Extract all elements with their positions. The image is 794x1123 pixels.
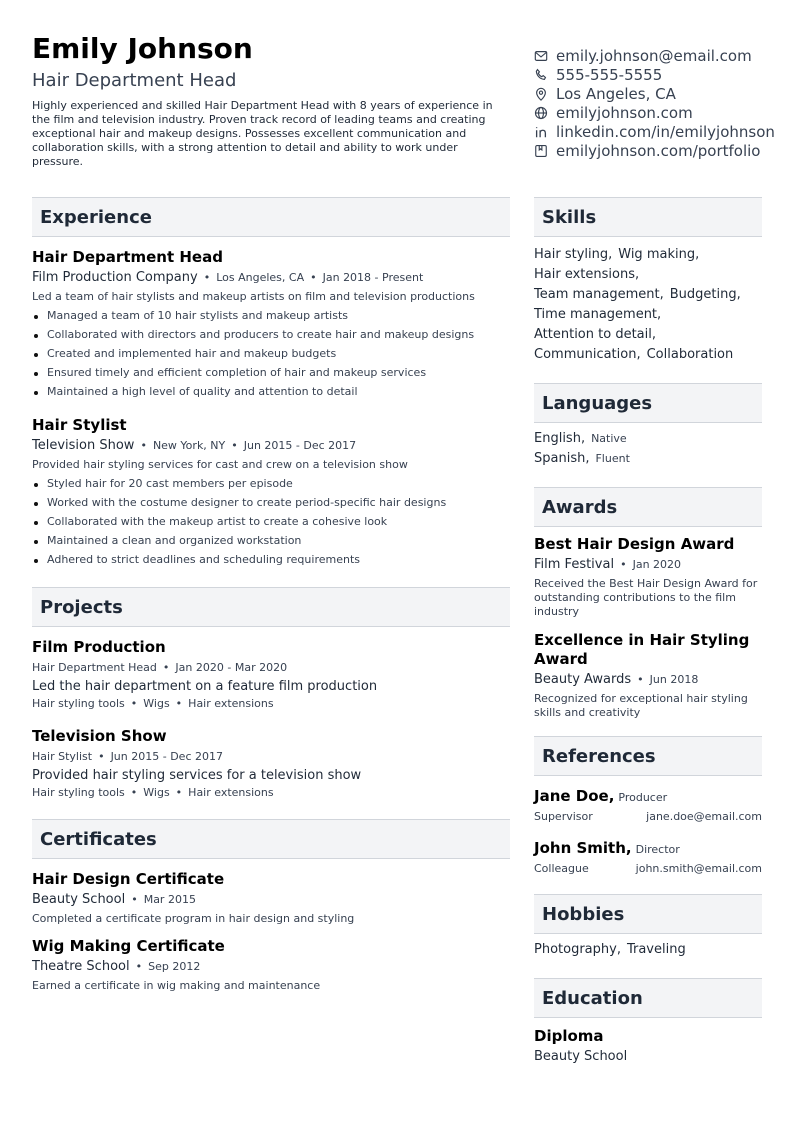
job-entry (32, 415, 510, 569)
reference-details (534, 809, 762, 824)
languages-list (534, 429, 762, 469)
certificate-date: Sep 2012 (148, 960, 201, 973)
left-column (32, 197, 510, 993)
contact-location (534, 84, 792, 103)
project-title: Film Production (32, 638, 166, 656)
project-description: Provided hair styling services for a television show (32, 768, 362, 783)
skill-item: Communication, (534, 347, 641, 362)
awards-heading: Awards (534, 487, 762, 527)
skill-item: Time management, (534, 307, 662, 322)
candidate-name: Emily Johnson (32, 32, 253, 65)
contact-email[interactable] (534, 46, 792, 65)
phone-icon (534, 68, 548, 82)
portfolio-text: emilyjohnson.com/portfolio (556, 141, 761, 160)
languages-heading: Languages (534, 383, 762, 423)
job-bullet: Styled hair for 20 cast members per episode (32, 474, 510, 493)
job-entry (32, 247, 510, 401)
job-location: New York, NY (152, 439, 226, 452)
project-role: Hair Department Head (32, 661, 157, 674)
website-text: emilyjohnson.com (556, 103, 693, 122)
award-entry (534, 535, 762, 619)
award-date: Jan 2020 (632, 558, 682, 571)
project-entry (32, 726, 510, 801)
education-entry (534, 1026, 762, 1066)
job-location: Los Angeles, CA (216, 271, 305, 284)
job-bullet: Created and implemented hair and makeup budgets (32, 344, 510, 363)
job-company: Television Show (32, 438, 135, 453)
reference-position: Director (635, 843, 680, 856)
language-name: Spanish, (534, 451, 590, 466)
skill-item: Hair extensions, (534, 267, 640, 282)
map-pin-icon (534, 87, 548, 101)
skills-line (534, 305, 762, 325)
reference-header (534, 786, 762, 805)
job-title: Hair Stylist (32, 416, 127, 434)
certificate-date: Mar 2015 (143, 893, 196, 906)
project-dates: Jun 2015 - Dec 2017 (110, 750, 223, 763)
job-meta: Film Production Company • Los Angeles, CA • Jan 2018 - Present (32, 270, 424, 285)
award-description: Recognized for exceptional hair styling skills and creativity (534, 692, 748, 719)
skill-item: Attention to detail, (534, 327, 656, 342)
reference-position: Producer (618, 791, 668, 804)
project-entry (32, 637, 510, 712)
job-dates: Jun 2015 - Dec 2017 (243, 439, 357, 452)
hobbies-heading: Hobbies (534, 894, 762, 934)
job-description: Led a team of hair stylists and makeup artists on film and television productions (32, 290, 475, 303)
project-tags: Hair styling tools • Wigs • Hair extensions (32, 697, 274, 710)
reference-entry (534, 786, 762, 824)
project-meta: Hair Stylist • Jun 2015 - Dec 2017 (32, 750, 223, 763)
reference-header (534, 838, 762, 857)
award-title: Excellence in Hair Styling Award (534, 631, 750, 668)
job-bullet: Worked with the costume designer to create period-specific hair designs (32, 493, 510, 512)
award-org: Film Festival (534, 557, 615, 572)
globe-icon (534, 106, 548, 120)
job-bullet: Maintained a clean and organized workstation (32, 531, 510, 550)
job-bullet: Adhered to strict deadlines and scheduling requirements (32, 550, 510, 569)
linkedin-icon (534, 125, 548, 139)
certificate-meta: Theatre School • Sep 2012 (32, 959, 201, 974)
projects-heading: Projects (32, 587, 510, 627)
candidate-role: Hair Department Head (32, 70, 237, 91)
job-bullet: Collaborated with the makeup artist to create a cohesive look (32, 512, 510, 531)
skills-line (534, 285, 762, 305)
reference-entry (534, 838, 762, 876)
reference-email[interactable]: john.smith@email.com (635, 862, 762, 875)
skills-list (534, 245, 762, 365)
skills-line (534, 345, 762, 365)
job-bullet: Collaborated with directors and producers to create hair and makeup designs (32, 325, 510, 344)
hobby-item: Photography, (534, 942, 621, 957)
certificate-title: Wig Making Certificate (32, 937, 225, 955)
experience-heading: Experience (32, 197, 510, 237)
project-role: Hair Stylist (32, 750, 93, 763)
project-tag: Wigs (143, 697, 170, 710)
reference-relation: Supervisor (534, 810, 593, 823)
award-entry (534, 631, 762, 720)
certificate-issuer: Theatre School (32, 959, 130, 974)
job-dates: Jan 2018 - Present (322, 271, 424, 284)
certificate-issuer: Beauty School (32, 892, 126, 907)
contact-linkedin[interactable] (534, 122, 792, 141)
award-description: Received the Best Hair Design Award for outstanding contributions to the film industry (534, 577, 758, 618)
summary-text: Highly experienced and skilled Hair Department Head with 8 years of experience in the film and television industry. Proven track record of leading teams and creating exceptional hair and makeup designs. Possesses excellent communication and collaboration skills, with a strong attention to detail and ability to work under pressure. (32, 99, 493, 168)
project-tag: Hair styling tools (32, 786, 125, 799)
language-level: Native (591, 432, 627, 445)
certificate-entry (32, 869, 510, 926)
project-title: Television Show (32, 727, 167, 745)
project-description: Led the hair department on a feature film production (32, 679, 378, 694)
reference-name: John Smith, (534, 839, 632, 857)
reference-name: Jane Doe, (534, 787, 615, 805)
certificate-description: Completed a certificate program in hair design and styling (32, 912, 355, 925)
project-tag: Hair extensions (188, 697, 274, 710)
phone-text: 555-555-5555 (556, 65, 663, 84)
skill-item: Wig making, (618, 247, 700, 262)
project-tag: Wigs (143, 786, 170, 799)
job-bullets (32, 306, 510, 401)
job-description: Provided hair styling services for cast and crew on a television show (32, 458, 408, 471)
certificate-description: Earned a certificate in wig making and maintenance (32, 979, 321, 992)
reference-relation: Colleague (534, 862, 589, 875)
reference-email[interactable]: jane.doe@email.com (646, 810, 762, 823)
hobby-item: Traveling (626, 942, 686, 957)
skills-heading: Skills (534, 197, 762, 237)
contact-website[interactable] (534, 103, 792, 122)
skills-line (534, 245, 762, 265)
contact-block (534, 46, 792, 160)
contact-portfolio[interactable] (534, 141, 792, 160)
location-text: Los Angeles, CA (556, 84, 676, 103)
linkedin-text: linkedin.com/in/emilyjohnson (556, 122, 775, 141)
project-tag: Hair extensions (188, 786, 274, 799)
language-level: Fluent (595, 452, 630, 465)
reference-details (534, 861, 762, 876)
skill-item: Collaboration (646, 347, 734, 362)
email-text: emily.johnson@email.com (556, 46, 752, 65)
job-title: Hair Department Head (32, 248, 223, 266)
portfolio-icon (534, 144, 548, 158)
job-bullet: Maintained a high level of quality and attention to detail (32, 382, 510, 401)
right-column (534, 197, 762, 1066)
language-item (534, 429, 762, 449)
education-degree: Diploma (534, 1027, 604, 1045)
job-bullet: Managed a team of 10 hair stylists and makeup artists (32, 306, 510, 325)
references-heading: References (534, 736, 762, 776)
skill-item: Team management, (534, 287, 664, 302)
project-tag: Hair styling tools (32, 697, 125, 710)
skill-item: Budgeting, (669, 287, 741, 302)
job-company: Film Production Company (32, 270, 198, 285)
mail-icon (534, 49, 548, 63)
award-date: Jun 2018 (649, 673, 699, 686)
certificate-entry (32, 936, 510, 993)
project-dates: Jan 2020 - Mar 2020 (175, 661, 288, 674)
skills-line (534, 265, 762, 285)
certificate-title: Hair Design Certificate (32, 870, 225, 888)
award-meta: Beauty Awards • Jun 2018 (534, 672, 699, 687)
job-meta: Television Show • New York, NY • Jun 2015 - Dec 2017 (32, 438, 357, 453)
language-name: English, (534, 431, 586, 446)
job-bullet: Ensured timely and efficient completion of hair and makeup services (32, 363, 510, 382)
skill-item: Hair styling, (534, 247, 613, 262)
education-school: Beauty School (534, 1049, 628, 1064)
certificate-meta: Beauty School • Mar 2015 (32, 892, 196, 907)
award-org: Beauty Awards (534, 672, 632, 687)
language-item (534, 449, 762, 469)
project-meta: Hair Department Head • Jan 2020 - Mar 2020 (32, 661, 288, 674)
hobbies-list (534, 940, 762, 960)
resume-header (32, 30, 510, 169)
project-tags: Hair styling tools • Wigs • Hair extensions (32, 786, 274, 799)
skills-line (534, 325, 762, 345)
contact-phone[interactable] (534, 65, 792, 84)
job-bullets (32, 474, 510, 569)
education-heading: Education (534, 978, 762, 1018)
award-title: Best Hair Design Award (534, 535, 735, 553)
award-meta: Film Festival • Jan 2020 (534, 557, 682, 572)
certificates-heading: Certificates (32, 819, 510, 859)
